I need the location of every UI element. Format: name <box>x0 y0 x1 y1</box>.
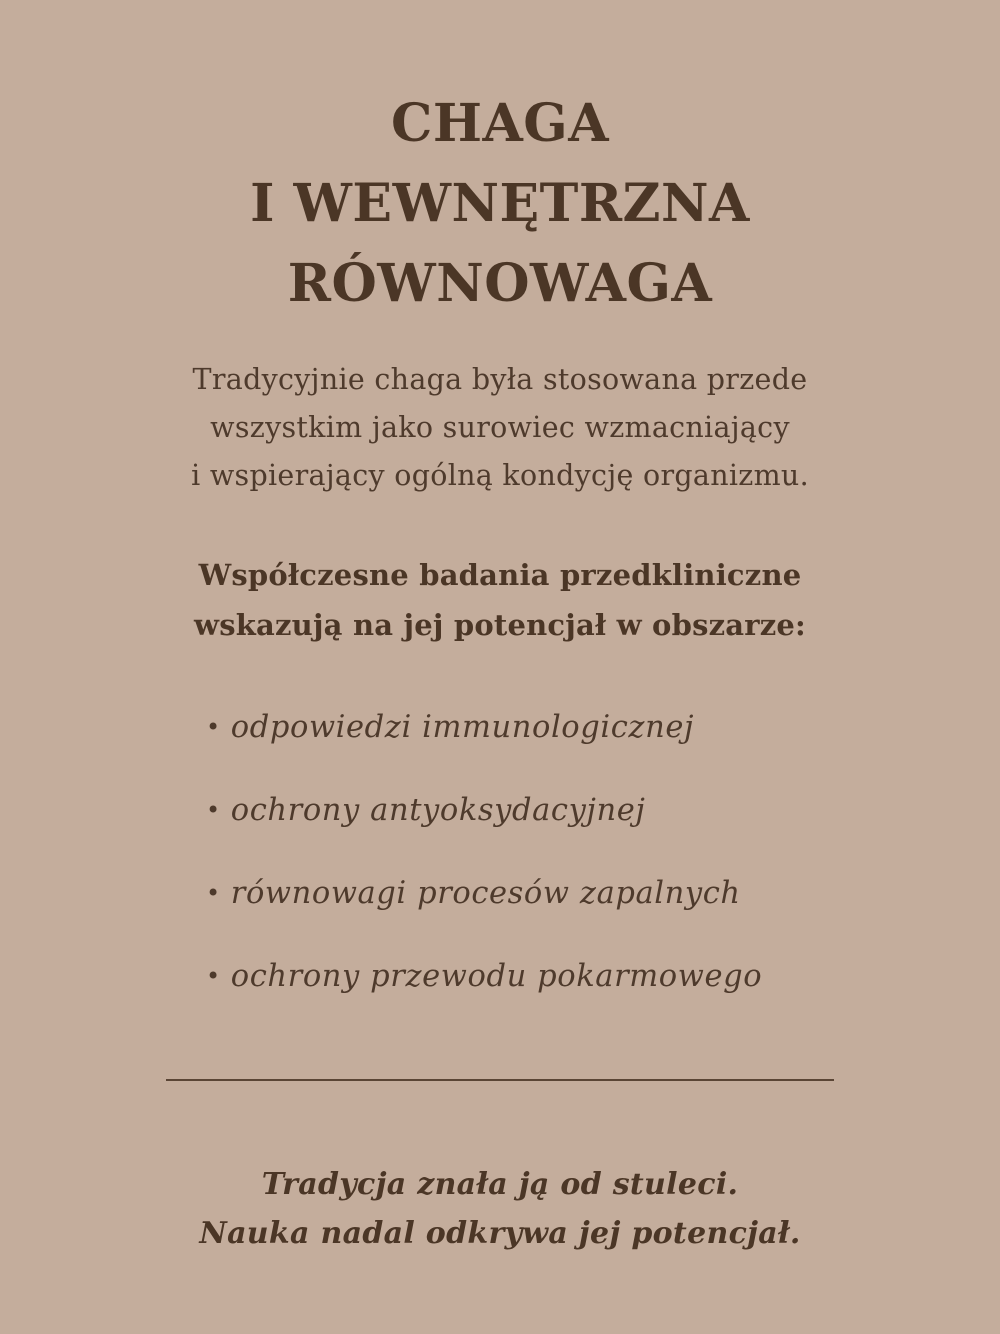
intro-line-2: wszystkim jako surowiec wzmacniający <box>210 411 790 444</box>
list-item <box>206 868 906 951</box>
intro-line-1: Tradycyjnie chaga była stosowana przede <box>192 363 808 396</box>
benefits-list <box>206 702 906 1034</box>
lead-paragraph <box>0 550 1000 650</box>
list-item-text: równowagi procesów zapalnych <box>230 876 741 911</box>
title-line-2: I WEWNĘTRZNA <box>250 173 750 234</box>
list-item <box>206 951 906 1034</box>
bullet-icon: • <box>206 713 221 741</box>
lead-line-1: Współczesne badania przedkliniczne <box>198 558 802 592</box>
page-title <box>0 84 1000 324</box>
list-item <box>206 785 906 868</box>
closing-quote <box>0 1160 1000 1258</box>
lead-line-2: wskazują na jej potencjał w obszarze: <box>194 608 806 642</box>
bullet-icon: • <box>206 879 221 907</box>
list-item <box>206 702 906 785</box>
divider <box>166 1079 834 1081</box>
title-line-3: RÓWNOWAGA <box>287 253 713 314</box>
bullet-icon: • <box>206 962 221 990</box>
bullet-icon: • <box>206 796 221 824</box>
intro-line-3: i wspierający ogólną kondycję organizmu. <box>191 459 809 492</box>
intro-paragraph <box>0 356 1000 500</box>
closing-line-1: Tradycja znała ją od stuleci. <box>261 1167 739 1202</box>
closing-line-2: Nauka nadal odkrywa jej potencjał. <box>199 1216 801 1251</box>
title-line-1: CHAGA <box>390 93 610 154</box>
list-item-text: odpowiedzi immunologicznej <box>230 710 695 745</box>
list-item-text: ochrony przewodu pokarmowego <box>230 959 763 994</box>
list-item-text: ochrony antyoksydacyjnej <box>230 793 646 828</box>
